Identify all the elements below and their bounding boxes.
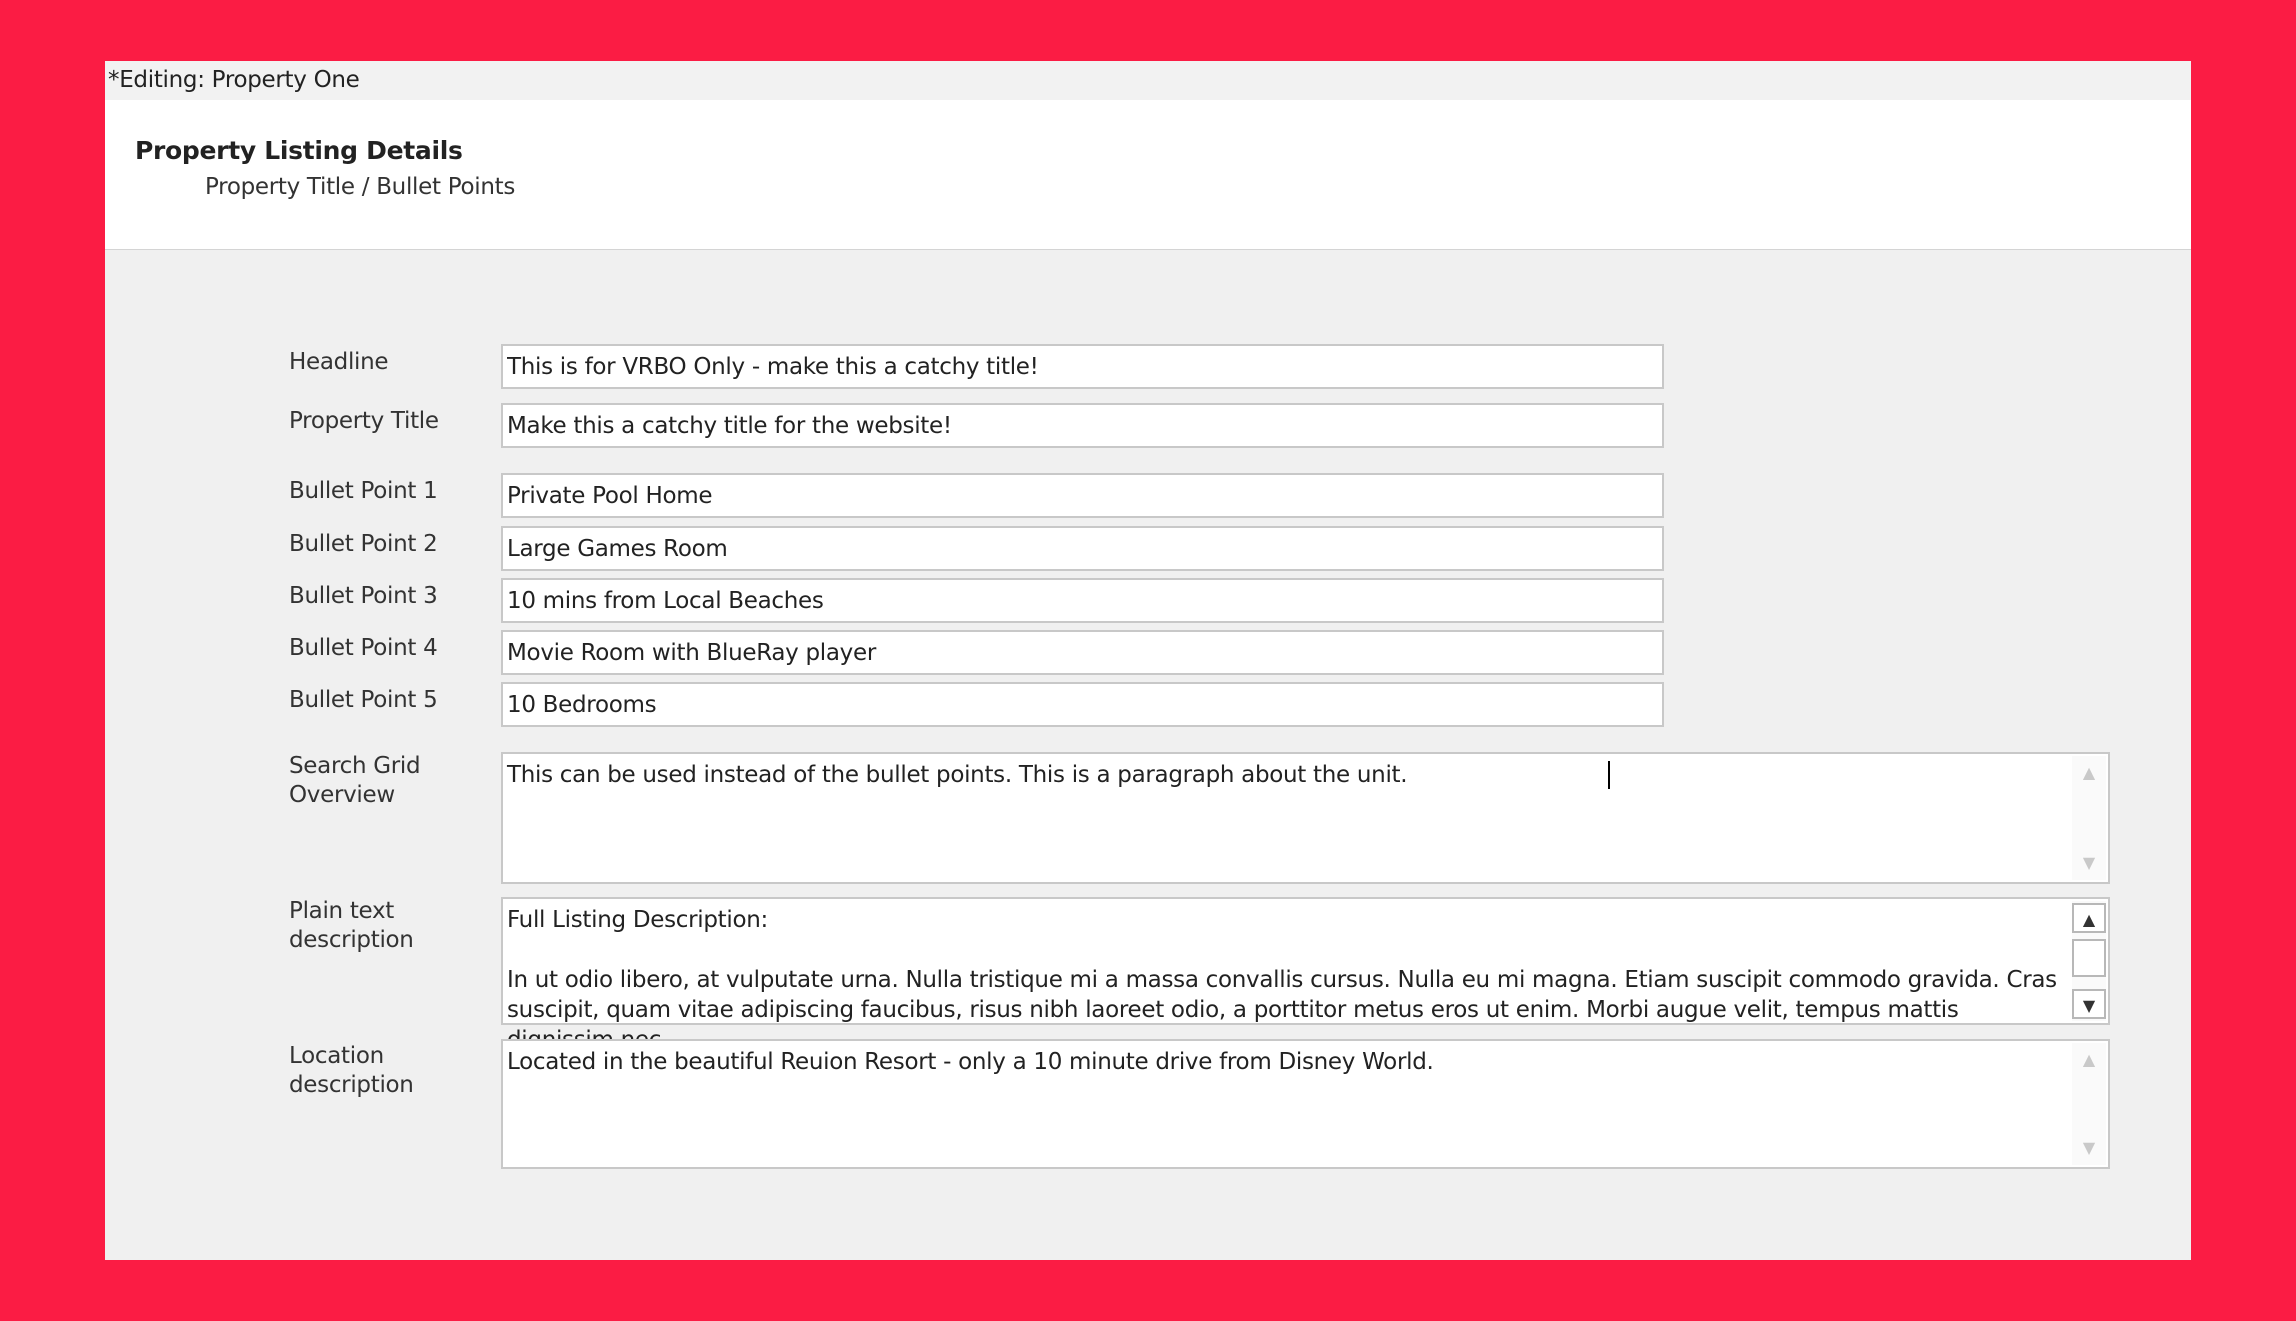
location-scrollbar[interactable] (2072, 1043, 2106, 1165)
search-grid-overview-text[interactable]: This can be used instead of the bullet points. This is a paragraph about the unit. (507, 762, 1408, 788)
bullet-point-2-label: Bullet Point 2 (289, 531, 438, 557)
window-title: *Editing: Property One (105, 61, 2191, 100)
section-subtitle: Property Title / Bullet Points (205, 174, 516, 200)
bullet-point-1-label: Bullet Point 1 (289, 478, 438, 504)
scroll-up-arrow-icon[interactable]: ▲ (2082, 763, 2096, 782)
plain-text-description-text[interactable]: Full Listing Description: In ut odio libero, at vulputate urna. Nulla tristique mi a massa convallis cursus. Nulla eu mi magna. Etiam suscipit commodo gravida. Cras suscipit, quam vitae adipiscing faucibus, risus nibh laoreet odio, a porttitor metus eros ut enim. Morbi augue velit, tempus mattis (507, 907, 2057, 1023)
text-caret (1608, 761, 1610, 789)
property-title-label: Property Title (289, 408, 439, 434)
bullet-point-3-label: Bullet Point 3 (289, 583, 438, 609)
bullet-point-3-input[interactable] (501, 578, 1664, 623)
bullet-point-1-input[interactable] (501, 473, 1664, 518)
location-description-textarea[interactable] (501, 1039, 2110, 1169)
scrollbar-thumb[interactable] (2072, 939, 2106, 977)
property-title-input[interactable] (501, 403, 1664, 448)
scroll-down-arrow-icon[interactable]: ▼ (2082, 1138, 2096, 1157)
search-grid-scrollbar[interactable] (2072, 756, 2106, 880)
search-grid-overview-label: Search Grid Overview (289, 753, 421, 808)
search-grid-overview-textarea[interactable] (501, 752, 2110, 884)
scroll-up-arrow-icon[interactable]: ▲ (2082, 1050, 2096, 1069)
bullet-point-4-label: Bullet Point 4 (289, 635, 438, 661)
bullet-point-5-label: Bullet Point 5 (289, 687, 438, 713)
plain-text-description-label: Plain text description (289, 898, 414, 953)
plain-text-description-textarea[interactable] (501, 897, 2110, 1025)
bullet-point-5-input[interactable] (501, 682, 1664, 727)
scroll-down-arrow-icon[interactable]: ▼ (2082, 853, 2096, 872)
bullet-point-2-input[interactable] (501, 526, 1664, 571)
plain-text-scrollbar[interactable] (2072, 901, 2106, 1021)
section-header (105, 100, 2191, 250)
scroll-down-arrow-icon[interactable]: ▼ (2072, 989, 2106, 1019)
scroll-up-arrow-icon[interactable]: ▲ (2072, 903, 2106, 933)
location-description-label: Location description (289, 1043, 414, 1098)
headline-label: Headline (289, 349, 389, 375)
headline-input[interactable] (501, 344, 1664, 389)
editor-window (105, 61, 2191, 1260)
bullet-point-4-input[interactable] (501, 630, 1664, 675)
location-description-text[interactable]: Located in the beautiful Reuion Resort - only a 10 minute drive from Disney World. (507, 1049, 1434, 1075)
section-title: Property Listing Details (135, 136, 463, 165)
